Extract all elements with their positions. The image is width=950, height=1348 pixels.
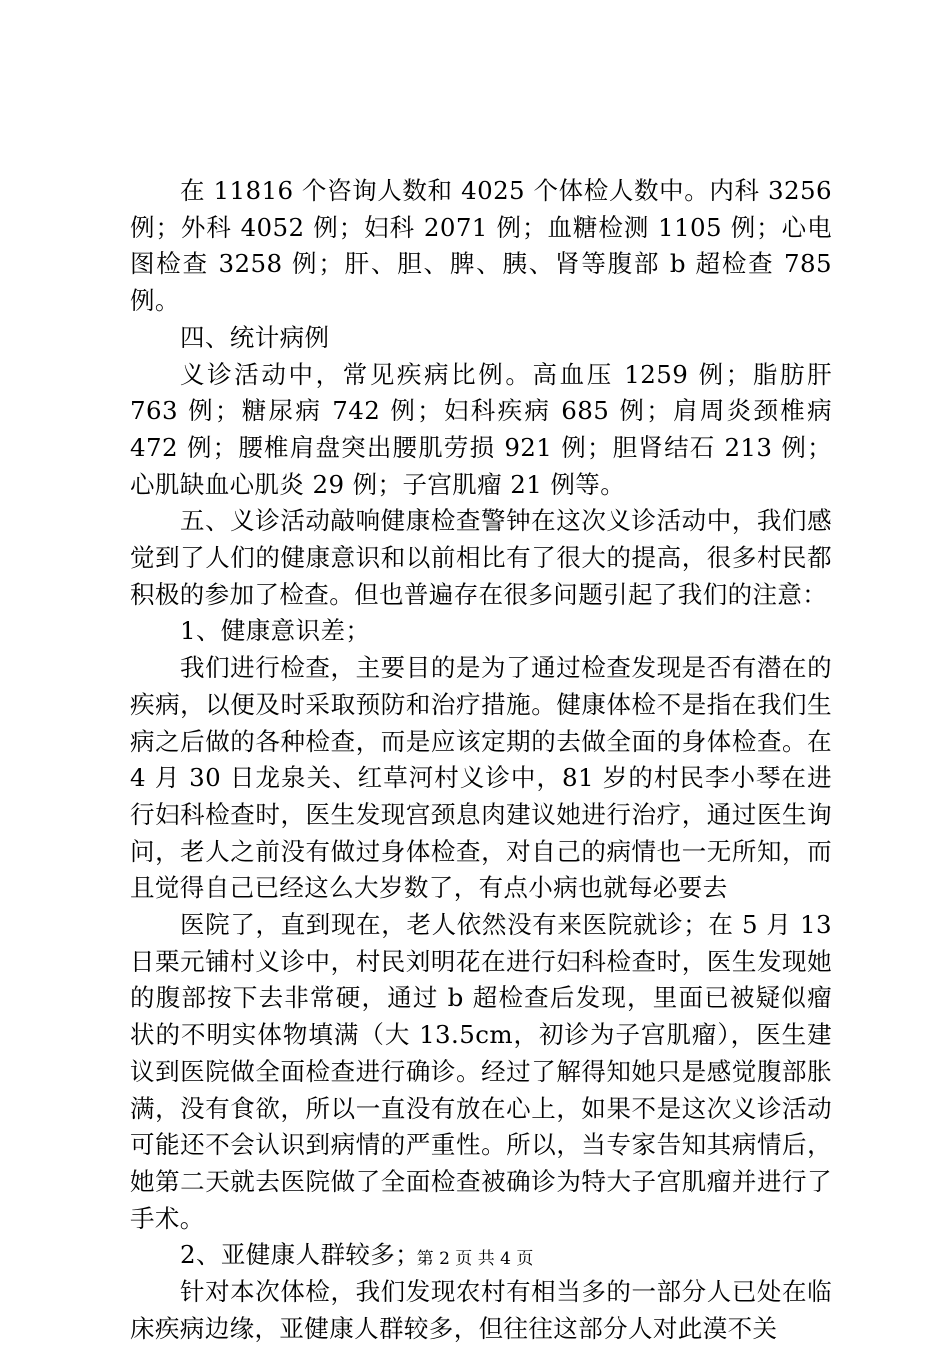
- paragraph-subhealth: 针对本次体检，我们发现农村有相当多的一部分人已处在临床疾病边缘，亚健康人群较多，但往往这部分人对此漠不关: [130, 1277, 832, 1343]
- page-number-footer: 第 2 页 共 4 页: [416, 1249, 534, 1269]
- paragraph-common-diseases: 义诊活动中，常见疾病比例。高血压 1259 例；脂肪肝 763 例；糖尿病 742 例；妇科疾病 685 例；肩周炎颈椎病 472 例；腰椎肩盘突出腰肌劳损 921 例；胆肾结石 213 例；心肌缺血心肌炎 29 例；子宫肌瘤 21 例等。: [130, 359, 832, 499]
- paragraph-consultation-stats: 在 11816 个咨询人数和 4025 个体检人数中。内科 3256 例；外科 4052 例；妇科 2071 例；血糖检测 1105 例；心电图检查 3258 例；肝、胆、脾、胰、肾等腹部 b 超检查 785 例。: [130, 176, 832, 316]
- document-body: [130, 173, 832, 1348]
- section-heading-statistics: 四、统计病例: [180, 322, 330, 352]
- paragraph-health-check-alarm: 五、义诊活动敲响健康检查警钟在这次义诊活动中，我们感觉到了人们的健康意识和以前相比有了很大的提高，很多村民都积极的参加了检查。但也普遍存在很多问题引起了我们的注意：: [130, 506, 832, 609]
- paragraph-case-liu-minghua: 医院了，直到现在，老人依然没有来医院就诊；在 5 月 13 日栗元铺村义诊中，村民刘明花在进行妇科检查时，医生发现她的腹部按下去非常硬，通过 b 超检查后发现，里面已被疑似瘤状的不明实体物填满（大 13.5cm，初诊为子宫肌瘤），医生建议到医院做全面检查进行确诊。经过了解得知她只是感觉腹部胀满，没有食欲，所以一直没有放在心上，如果不是这次义诊活动可能还不会认识到病情的严重性。所以，当专家告知其病情后，她第二天就去医院做了全面检查被确诊为特大子宫肌瘤并进行了手术。: [130, 910, 832, 1233]
- subheading-subhealth-population: 2、亚健康人群较多；: [180, 1240, 421, 1270]
- paragraph-case-li-xiaoqin: 我们进行检查，主要目的是为了通过检查发现是否有潜在的疾病，以便及时采取预防和治疗措施。健康体检不是指在我们生病之后做的各种检查，而是应该定期的去做全面的身体检查。在 4 月 30 日龙泉关、红草河村义诊中，81 岁的村民李小琴在进行妇科检查时，医生发现宫颈息肉建议她进行治疗，通过医生询问，老人之前没有做过身体检查，对自己的病情也一无所知，而且觉得自己已经这么大岁数了，有点小病也就每必要去: [130, 653, 832, 903]
- subheading-poor-awareness: 1、健康意识差；: [180, 616, 371, 646]
